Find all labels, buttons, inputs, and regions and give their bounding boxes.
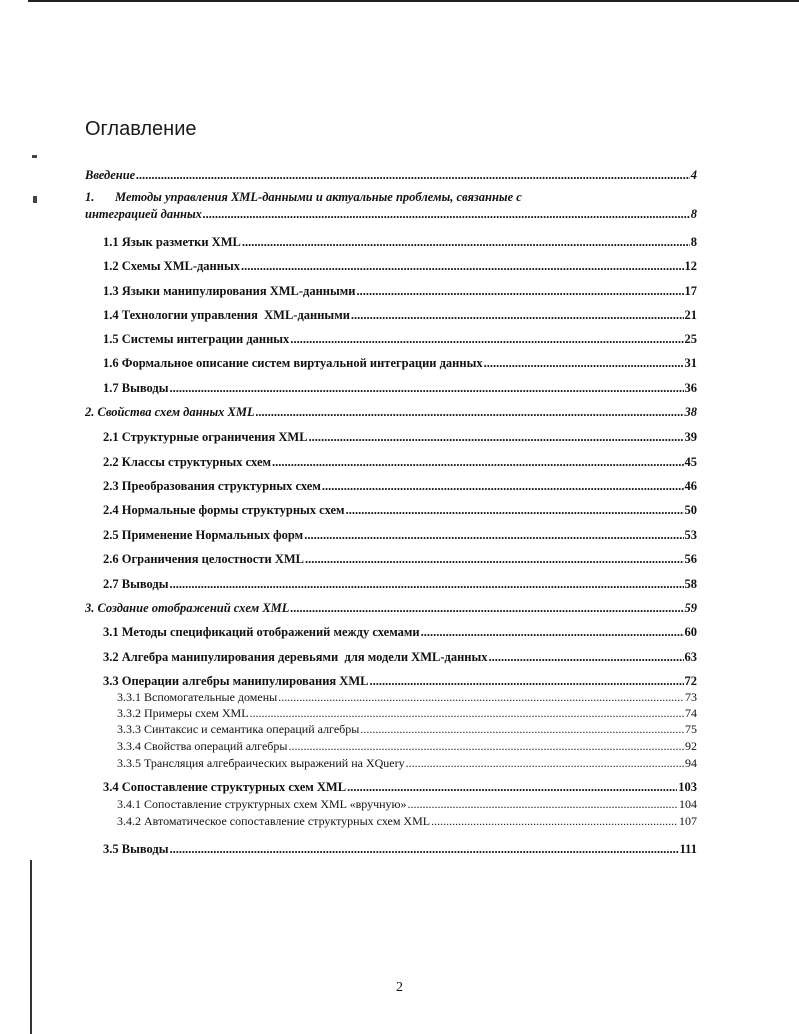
scan-speck xyxy=(32,155,37,158)
toc-entry-page: 53 xyxy=(684,528,697,542)
toc-entry-3-4-2[interactable] xyxy=(117,814,697,829)
toc-entry-chapter-1[interactable] xyxy=(85,190,697,220)
toc-entry-page: 73 xyxy=(685,690,697,704)
page-title: Оглавление xyxy=(85,118,197,140)
toc-entry-1-5[interactable] xyxy=(103,332,697,347)
page-number: 2 xyxy=(396,980,403,995)
toc-leader-dots xyxy=(347,780,677,795)
toc-entry-title: 2.5 Применение Нормальных форм xyxy=(103,528,304,542)
toc-entry-page: 31 xyxy=(684,356,697,370)
toc-entry-3-5[interactable] xyxy=(103,842,697,857)
toc-entry-title: 3.4.1 Сопоставление структурных схем XML «вручную» xyxy=(117,797,407,811)
toc-entry-3-3[interactable] xyxy=(103,674,697,689)
toc-entry-title: 1.4 Технологии управления XML-данными xyxy=(103,308,350,322)
toc-entry-2-2[interactable] xyxy=(103,455,697,470)
toc-entry-3-4[interactable] xyxy=(103,780,697,795)
toc-entry-title: 3.3.1 Вспомогательные домены xyxy=(117,690,278,704)
toc-entry-chapter-3[interactable] xyxy=(85,601,697,616)
toc-entry-3-3-5[interactable] xyxy=(117,756,697,771)
toc-entry-title: 2.2 Классы структурных схем xyxy=(103,455,272,469)
toc-leader-dots xyxy=(290,332,683,347)
toc-entry-title: 3.2 Алгебра манипулирования деревьями для модели XML-данных xyxy=(103,650,488,664)
toc-entry-title: 3.5 Выводы xyxy=(103,842,169,856)
toc-entry-title: 2.3 Преобразования структурных схем xyxy=(103,479,321,493)
toc-entry-page: 25 xyxy=(684,332,697,346)
toc-entry-1-2[interactable] xyxy=(103,259,697,274)
toc-entry-page: 104 xyxy=(679,797,697,811)
toc-entry-title: 3.3 Операции алгебры манипулирования XML xyxy=(103,674,369,688)
toc-leader-dots xyxy=(484,356,684,371)
scan-speck xyxy=(33,196,37,203)
toc-entry-title: 1.1 Язык разметки XML xyxy=(103,235,241,249)
toc-entry-page: 58 xyxy=(684,577,697,591)
toc-leader-dots xyxy=(346,503,684,518)
toc-entry-page: 50 xyxy=(684,503,697,517)
toc-entry-page: 12 xyxy=(684,259,697,273)
toc-entry-page: 92 xyxy=(685,739,697,753)
toc-leader-dots xyxy=(278,690,684,705)
toc-entry-page: 75 xyxy=(685,722,697,736)
scan-left-border xyxy=(30,860,32,1034)
toc-entry-title: 1.3 Языки манипулирования XML-данными xyxy=(103,284,356,298)
toc-entry-title: 3. Создание отображений схем XML xyxy=(85,601,290,615)
toc-leader-dots xyxy=(304,528,683,543)
toc-leader-dots xyxy=(136,168,690,183)
toc-entry-page: 72 xyxy=(684,674,697,688)
toc-entry-title: 3.3.2 Примеры схем XML xyxy=(117,706,249,720)
toc-leader-dots xyxy=(369,674,683,689)
toc-entry-page: 103 xyxy=(678,780,697,794)
toc-entry-title-cont: интеграцией данных xyxy=(85,207,202,221)
toc-entry-title: 2.4 Нормальные формы структурных схем xyxy=(103,503,345,517)
toc-entry-3-1[interactable] xyxy=(103,625,697,640)
toc-entry-title: Методы управления XML-данными и актуальные проблемы, связанные с xyxy=(115,190,522,204)
scan-top-border xyxy=(28,0,799,2)
toc-entry-chapter-2[interactable] xyxy=(85,405,697,420)
toc-entry-page: 39 xyxy=(684,430,697,444)
toc-leader-dots xyxy=(489,650,684,665)
toc-entry-title: 1.6 Формальное описание систем виртуальной интеграции данных xyxy=(103,356,483,370)
toc-entry-title: 3.4 Сопоставление структурных схем XML xyxy=(103,780,347,794)
toc-entry-page: 38 xyxy=(684,405,697,419)
toc-entry-page: 45 xyxy=(684,455,697,469)
toc-leader-dots xyxy=(421,625,684,640)
toc-entry-intro[interactable] xyxy=(85,168,697,183)
toc-entry-title: 2. Свойства схем данных XML xyxy=(85,405,255,419)
toc-leader-dots xyxy=(170,381,684,396)
toc-entry-page: 74 xyxy=(685,706,697,720)
toc-entry-title: 1.5 Системы интеграции данных xyxy=(103,332,290,346)
toc-entry-title: 3.3.3 Синтаксис и семантика операций алгебры xyxy=(117,722,360,736)
toc-entry-1-7[interactable] xyxy=(103,381,697,396)
toc-entry-title: 1.2 Схемы XML-данных xyxy=(103,259,240,273)
toc-entry-page: 21 xyxy=(684,308,697,322)
toc-entry-page: 8 xyxy=(690,207,697,221)
toc-entry-page: 46 xyxy=(684,479,697,493)
toc-entry-2-5[interactable] xyxy=(103,528,697,543)
toc-leader-dots xyxy=(360,722,684,737)
toc-leader-dots xyxy=(272,455,683,470)
toc-leader-dots xyxy=(241,259,684,274)
toc-leader-dots xyxy=(408,797,679,812)
toc-entry-title: 2.6 Ограничения целостности XML xyxy=(103,552,304,566)
toc-entry-title: 2.1 Структурные ограничения XML xyxy=(103,430,308,444)
toc-entry-1-3[interactable] xyxy=(103,284,697,299)
toc-entry-title: 3.3.5 Трансляция алгебраических выражений на XQuery xyxy=(117,756,405,770)
toc-entry-title: 1.7 Выводы xyxy=(103,381,169,395)
toc-leader-dots xyxy=(431,814,678,829)
toc-leader-dots xyxy=(406,756,684,771)
toc-entry-3-2[interactable] xyxy=(103,650,697,665)
toc-entry-title: 3.4.2 Автоматическое сопоставление структурных схем XML xyxy=(117,814,431,828)
toc-entry-3-3-4[interactable] xyxy=(117,739,697,754)
toc-leader-dots xyxy=(322,479,684,494)
toc-leader-dots xyxy=(309,430,684,445)
toc-leader-dots xyxy=(290,601,683,616)
toc-leader-dots xyxy=(170,842,679,857)
toc-entry-title: 2.7 Выводы xyxy=(103,577,169,591)
toc-entry-2-1[interactable] xyxy=(103,430,697,445)
toc-entry-page: 56 xyxy=(684,552,697,566)
toc-entry-2-7[interactable] xyxy=(103,577,697,592)
toc-entry-page: 17 xyxy=(684,284,697,298)
toc-entry-title: Введение xyxy=(85,168,136,182)
toc-entry-title: 3.1 Методы спецификаций отображений между схемами xyxy=(103,625,420,639)
toc-entry-page: 59 xyxy=(684,601,697,615)
toc-leader-dots xyxy=(256,405,684,420)
toc-leader-dots xyxy=(250,706,684,721)
toc-entry-1-4[interactable] xyxy=(103,308,697,323)
toc-entry-2-6[interactable] xyxy=(103,552,697,567)
toc-entry-page: 8 xyxy=(690,235,697,249)
toc-entry-page: 107 xyxy=(679,814,697,828)
toc-entry-page: 63 xyxy=(684,650,697,664)
toc-entry-2-3[interactable] xyxy=(103,479,697,494)
toc-entry-title: 3.3.4 Свойства операций алгебры xyxy=(117,739,288,753)
toc-entry-3-4-1[interactable] xyxy=(117,797,697,812)
toc-entry-3-3-2[interactable] xyxy=(117,706,697,721)
toc-entry-1-1[interactable] xyxy=(103,235,697,250)
toc-entry-3-3-3[interactable] xyxy=(117,722,697,737)
toc-entry-1-6[interactable] xyxy=(103,356,697,371)
toc-entry-3-3-1[interactable] xyxy=(117,690,697,705)
toc-leader-dots xyxy=(357,284,684,299)
toc-leader-dots xyxy=(242,235,690,250)
toc-leader-dots xyxy=(351,308,684,323)
toc-leader-dots xyxy=(288,739,684,754)
toc-leader-dots xyxy=(305,552,684,567)
chapter-number: 1. xyxy=(85,190,95,204)
toc-entry-page: 60 xyxy=(684,625,697,639)
toc-entry-page: 111 xyxy=(679,842,697,856)
toc-leader-dots xyxy=(170,577,684,592)
toc-entry-page: 94 xyxy=(685,756,697,770)
toc-leader-dots xyxy=(203,207,690,222)
toc-entry-page: 4 xyxy=(690,168,697,182)
toc-entry-page: 36 xyxy=(684,381,697,395)
toc-entry-2-4[interactable] xyxy=(103,503,697,518)
